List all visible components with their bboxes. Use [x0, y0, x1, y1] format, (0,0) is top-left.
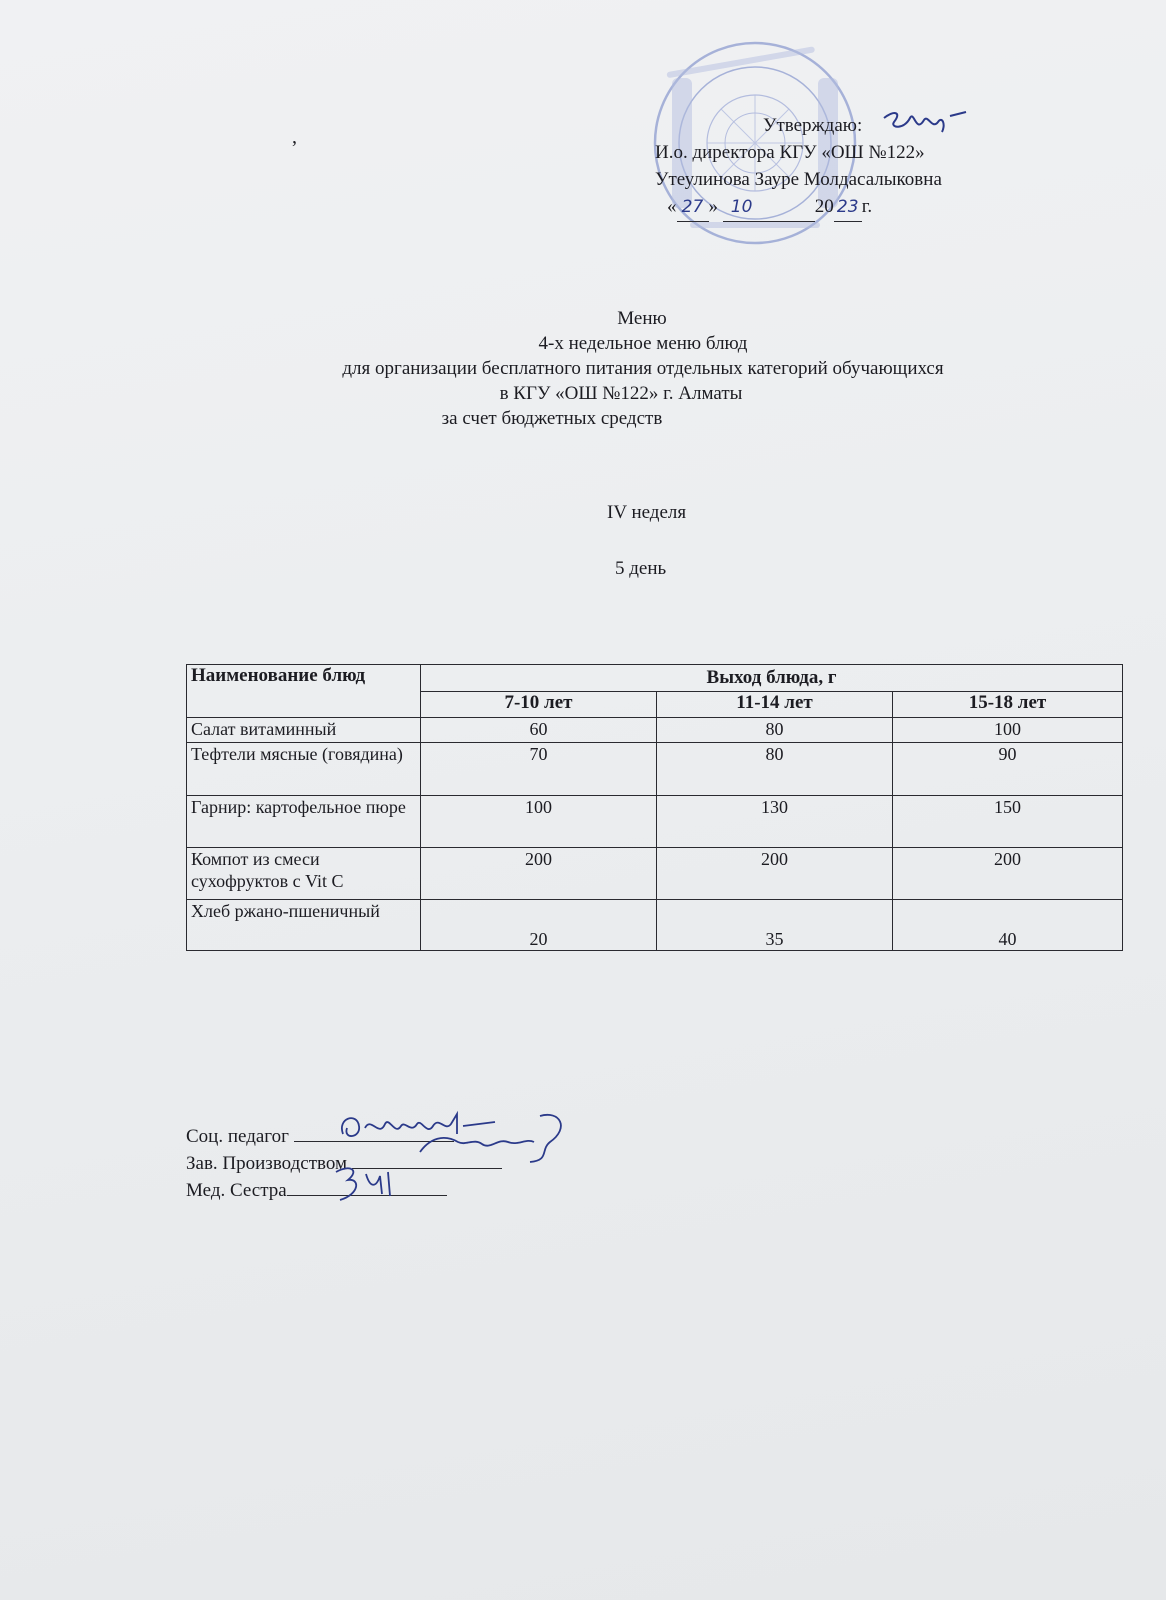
- menu-heading: [0, 306, 1166, 431]
- dish-value: 200: [893, 848, 1123, 900]
- dish-value: 60: [421, 718, 657, 743]
- dish-value: 40: [893, 900, 1123, 951]
- production-head-label: Зав. Производством: [186, 1153, 348, 1174]
- dish-value: 100: [893, 718, 1123, 743]
- table-row: [187, 796, 1123, 848]
- dish-name: Гарнир: картофельное пюре: [187, 796, 421, 848]
- dish-value: 200: [657, 848, 893, 900]
- nurse-signature: [330, 1160, 410, 1206]
- date-day: 27: [677, 194, 709, 222]
- date-close-quote: »: [708, 196, 718, 217]
- social-pedagogue-label: Соц. педагог: [186, 1126, 289, 1147]
- approval-name: Утеулинова Зауре Молдасалыковна: [655, 169, 942, 190]
- date-month: 10: [723, 194, 815, 222]
- day-label: 5 день: [615, 558, 667, 579]
- column-header-output: Выход блюда, г: [421, 665, 1123, 692]
- table-row: [187, 848, 1123, 900]
- dish-value: 35: [657, 900, 893, 951]
- column-header-age-2: 11-14 лет: [657, 692, 893, 718]
- heading-line-3: для организации бесплатного питания отдельных категорий обучающихся: [342, 358, 944, 379]
- menu-table: [186, 664, 1123, 951]
- dish-name: Компот из смеси сухофруктов с Vit C: [187, 848, 421, 900]
- table-row: [187, 743, 1123, 796]
- dish-value: 80: [657, 718, 893, 743]
- dish-value: 20: [421, 900, 657, 951]
- dish-value: 150: [893, 796, 1123, 848]
- column-header-name: Наименование блюд: [187, 665, 421, 718]
- dish-name: Хлеб ржано-пшеничный: [187, 900, 421, 951]
- approval-title: Утверждаю:: [763, 115, 863, 136]
- column-header-age-1: 7-10 лет: [421, 692, 657, 718]
- week-label: IV неделя: [607, 502, 687, 523]
- approval-date: [655, 193, 1055, 222]
- dish-value: 70: [421, 743, 657, 796]
- heading-line-2: 4-х недельное меню блюд: [538, 333, 748, 354]
- approval-block: [655, 112, 1055, 222]
- heading-line-5: за счет бюджетных средств: [441, 408, 663, 429]
- production-head-signature: [400, 1108, 570, 1168]
- nurse-label: Мед. Сестра: [186, 1180, 287, 1201]
- table-row: [187, 900, 1123, 951]
- date-year-prefix: 20: [814, 196, 834, 217]
- dish-value: 80: [657, 743, 893, 796]
- heading-line-4: в КГУ «ОШ №122» г. Алматы: [499, 383, 743, 404]
- date-open-quote: «: [667, 196, 677, 217]
- stray-mark: ,: [292, 126, 297, 148]
- column-header-age-3: 15-18 лет: [893, 692, 1123, 718]
- dish-value: 100: [421, 796, 657, 848]
- heading-line-1: Меню: [617, 308, 667, 329]
- director-signature: [880, 104, 970, 140]
- dish-name: Тефтели мясные (говядина): [187, 743, 421, 796]
- date-year-suffix-label: г.: [861, 196, 873, 217]
- dish-value: 90: [893, 743, 1123, 796]
- dish-name: Салат витаминный: [187, 718, 421, 743]
- date-year-suffix: 23: [834, 194, 862, 222]
- dish-value: 200: [421, 848, 657, 900]
- table-header-row: [187, 665, 1123, 692]
- approval-position: И.о. директора КГУ «ОШ №122»: [655, 142, 925, 163]
- dish-value: 130: [657, 796, 893, 848]
- table-row: [187, 718, 1123, 743]
